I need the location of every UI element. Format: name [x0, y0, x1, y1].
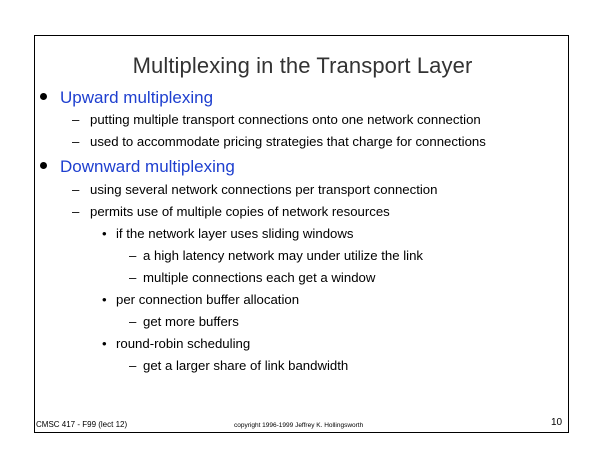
list-item: – used to accommodate pricing strategies that charge for connections	[72, 134, 486, 149]
upward-heading: Upward multiplexing	[60, 88, 214, 107]
dash-icon: –	[129, 358, 137, 373]
dash-icon: –	[72, 204, 80, 219]
dash-icon: –	[72, 112, 80, 127]
list-item: – a high latency network may under utilize the link	[129, 248, 424, 263]
footer-copyright: copyright 1996-1999 Jeffrey K. Hollingsworth	[234, 422, 364, 429]
bullet-dot-icon	[40, 93, 47, 100]
dash-icon: –	[72, 134, 80, 149]
list-item: – permits use of multiple copies of network resources	[72, 204, 390, 219]
page-number: 10	[551, 417, 563, 428]
list-item: – putting multiple transport connections onto one network connection	[72, 112, 481, 127]
bullet-dot-icon	[40, 162, 47, 169]
bullet-upward	[40, 88, 213, 108]
downward-heading: Downward multiplexing	[60, 157, 235, 176]
dash-icon: –	[72, 182, 80, 197]
list-item: – get a larger share of link bandwidth	[129, 358, 349, 373]
sub-bullet: • if the network layer uses sliding windows	[102, 226, 354, 241]
list-item: – using several network connections per transport connection	[72, 182, 438, 197]
small-bullet-icon: •	[102, 292, 107, 307]
small-bullet-icon: •	[102, 336, 107, 351]
slide-title: Multiplexing in the Transport Layer	[132, 53, 473, 78]
footer-course: CMSC 417 - F99 (lect 12)	[36, 420, 128, 429]
list-item: – get more buffers	[129, 314, 239, 329]
dash-icon: –	[129, 314, 137, 329]
dash-icon: –	[129, 248, 137, 263]
dash-icon: –	[129, 270, 137, 285]
sub-bullet: • per connection buffer allocation	[102, 292, 300, 307]
list-item: – multiple connections each get a window	[129, 270, 376, 285]
sub-bullet: • round-robin scheduling	[102, 336, 251, 351]
bullet-downward	[40, 157, 235, 177]
small-bullet-icon: •	[102, 226, 107, 241]
